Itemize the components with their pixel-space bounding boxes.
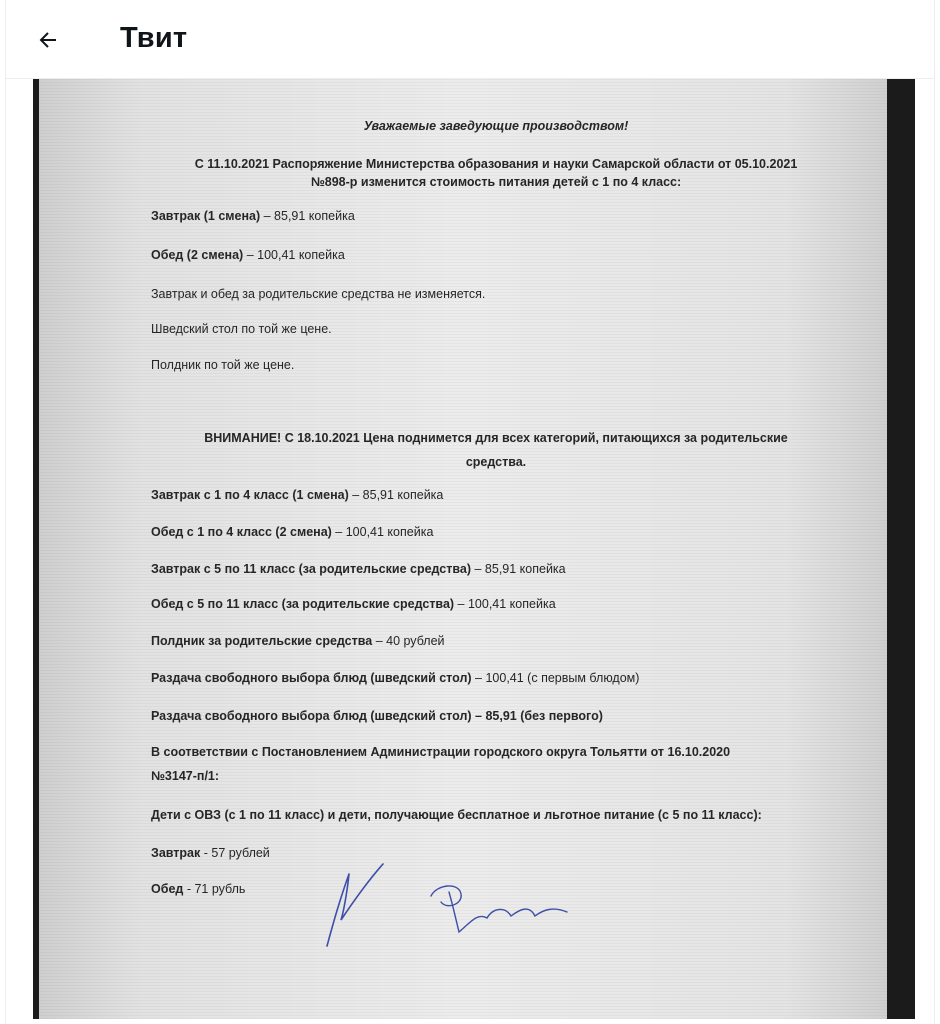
doc-price-item [151, 562, 566, 576]
doc-price-item-value: – 100,41 копейка [454, 597, 556, 611]
doc-note-snack: Полдник по той же цене. [151, 358, 295, 372]
doc-price-item-label: Завтрак с 5 по 11 класс (за родительские средства) [151, 562, 472, 576]
doc-attention-line2: средства. [465, 455, 527, 469]
doc-price-item-label: Завтрак с 1 по 4 класс (1 смена) [151, 488, 349, 502]
doc-decree-line1: В соответствии с Постановлением Администрации городского округа Тольятти от 16.10.2020 [151, 745, 731, 759]
doc-price-item-label: Раздача свободного выбора блюд (шведский стол) – 85,91 (без первого) [151, 709, 603, 723]
tweet-view [5, 0, 935, 1024]
back-button[interactable] [30, 22, 66, 58]
doc-breakfast-value: – 85,91 копейка [260, 209, 355, 223]
doc-greeting: Уважаемые заведующие производством! [363, 119, 629, 133]
doc-ovz-lunch-value: - 71 рубль [183, 882, 246, 896]
page-title: Твит [120, 22, 188, 54]
doc-lunch-label: Обед (2 смена) [151, 248, 244, 262]
doc-ovz-lunch [151, 882, 245, 896]
doc-lunch-value: – 100,41 копейка [243, 248, 345, 262]
doc-note-buffet: Шведский стол по той же цене. [151, 322, 332, 336]
doc-ovz-breakfast-value: - 57 рублей [200, 846, 270, 860]
doc-intro-line1: С 11.10.2021 Распоряжение Министерства образования и науки Самарской области от 05.10.2021 [194, 157, 798, 171]
header [6, 0, 934, 79]
doc-price-item-label: Обед с 1 по 4 класс (2 смена) [151, 525, 332, 539]
doc-price-item [151, 671, 639, 685]
doc-intro-line2: №898-р изменится стоимость питания детей с 1 по 4 класс: [310, 175, 682, 189]
doc-price-item-label: Раздача свободного выбора блюд (шведский стол) [151, 671, 472, 685]
document-paper [39, 79, 887, 1019]
doc-ovz-lunch-label: Обед [151, 882, 184, 896]
doc-lunch [151, 248, 345, 262]
doc-breakfast-label: Завтрак (1 смена) [151, 209, 261, 223]
doc-price-item-label: Обед с 5 по 11 класс (за родительские средства) [151, 597, 455, 611]
doc-price-item-value: – 100,41 копейка [331, 525, 434, 539]
doc-price-item-value: – 40 рублей [372, 634, 445, 648]
doc-decree-line2: №3147-п/1: [151, 769, 220, 783]
arrow-left-icon [36, 28, 60, 52]
doc-price-item-value: – 85,91 копейка [471, 562, 566, 576]
doc-attention-line1: ВНИМАНИЕ! С 18.10.2021 Цена поднимется для всех категорий, питающихся за родительские [204, 431, 788, 445]
doc-ovz-breakfast [151, 846, 270, 860]
doc-price-item-label: Полдник за родительские средства [151, 634, 373, 648]
doc-price-item [151, 597, 556, 611]
doc-ovz-breakfast-label: Завтрак [151, 846, 201, 860]
doc-breakfast [151, 209, 355, 223]
doc-ovz-line: Дети с ОВЗ (с 1 по 11 класс) и дети, получающие бесплатное и льготное питание (с 5 по 11 класс): [151, 808, 762, 822]
tweet-photo[interactable] [33, 79, 915, 1019]
doc-price-item [151, 709, 603, 723]
doc-price-item [151, 634, 445, 648]
signature-image [319, 854, 599, 954]
doc-price-item-value: – 85,91 копейка [348, 488, 444, 502]
doc-note-parents: Завтрак и обед за родительские средства не изменяется. [151, 287, 486, 301]
doc-price-item [151, 488, 443, 502]
doc-price-item-value: – 100,41 (с первым блюдом) [471, 671, 640, 685]
doc-price-item [151, 525, 433, 539]
